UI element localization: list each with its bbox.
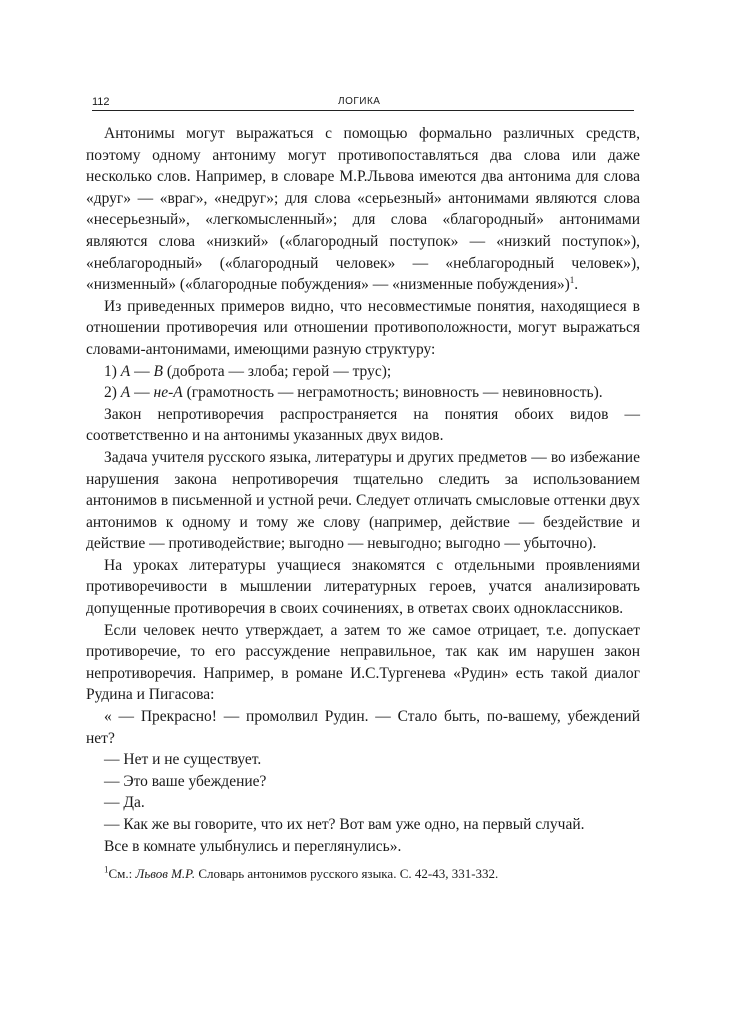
list-item: 2) А — не-А (грамотность — неграмотность; виновность — невиновность). [104, 384, 603, 402]
footnote-ref: 1 [569, 275, 575, 285]
dialogue-line: — Как же вы говорите, что их нет? Вот вам уже одно, на первый случай. [104, 816, 585, 833]
dialogue-line: — Нет и не существует. [104, 751, 262, 769]
paragraph-antonyms: Антонимы могут выражаться с помощью формально различных средств, поэтому одному антониму могут противопоставляться два слова или даже несколько слов. Например, в словаре М.Р.Львова имеются два антонима для слова «друг» — «враг», «недруг»; для слова «серьезный» антонимами являются слова «несерьезный», «легкомысленный»; для слова «благородный» антонимами являются слова «низкий» («благородный поступок» — «низкий поступок»), «неблагородный» («благородный человек» — «неблагородный человек»), «низменный» («благородные побуждения» — «низменные побуждения»)$^1$. [86, 125, 640, 294]
dialogue-line: — Это ваше убеждение? [104, 772, 267, 790]
list-item: 1) А — В (доброта — злоба; герой — трус); [104, 362, 392, 380]
page-body [86, 123, 640, 857]
footnote-mark: 1 [104, 864, 109, 875]
paragraph-contradiction: Если человек нечто утверждает, а затем то же самое отрицает, т.е. допускает противоречие, то его рассуждение неправильное, так как им нарушен закон непротиворечия. Например, в романе И.С.Тургенева «Рудин» есть такой диалог Рудина и Пигасова: [86, 621, 640, 704]
footnote: $^1$См.: Львов М.Р. Словарь антонимов русского языка. С. 42-43, 331-332. [104, 864, 499, 881]
dialogue-line: — Да. [104, 794, 145, 812]
running-title: ЛОГИКА [338, 96, 381, 107]
dialogue-line: Все в комнате улыбнулись и переглянулись». [104, 837, 402, 855]
running-header [92, 96, 634, 111]
paragraph-literature: На уроках литературы учащиеся знакомятся с отдельными проявлениями противоречивости в мышлении литературных героев, учатся анализировать допущенные противоречия в своих сочинениях, в ответах своих одноклассников. [86, 556, 640, 618]
paragraph-law: Закон непротиворечия распространяется на понятия обоих видов — соответственно и на антонимы указанных двух видов. [86, 405, 640, 445]
paragraph-teacher: Задача учителя русского языка, литературы и других предметов — во избежание нарушения закона непротиворечия тщательно следить за использованием антонимов в письменной и устной речи. Следует отличать смысловые оттенки двух антонимов к одному и тому же слову (например, действие — бездействие и действие — противодействие; выгодно — невыгодно; выгодно — убыточно). [86, 448, 640, 553]
footnote-author: Львов М.Р. [135, 866, 196, 881]
page-number: 112 [92, 96, 110, 108]
dialogue-line: « — Прекрасно! — промолвил Рудин. — Стало быть, по-вашему, убеждений нет? [86, 708, 640, 747]
paragraph-examples: Из приведенных примеров видно, что несовместимые понятия, находящиеся в отношении противоречия или отношении противоположности, могут выражаться словами-антонимами, имеющими разную структуру: [86, 297, 640, 358]
footnote-text: Словарь антонимов русского языка. С. 42-43, 331-332. [195, 866, 499, 881]
